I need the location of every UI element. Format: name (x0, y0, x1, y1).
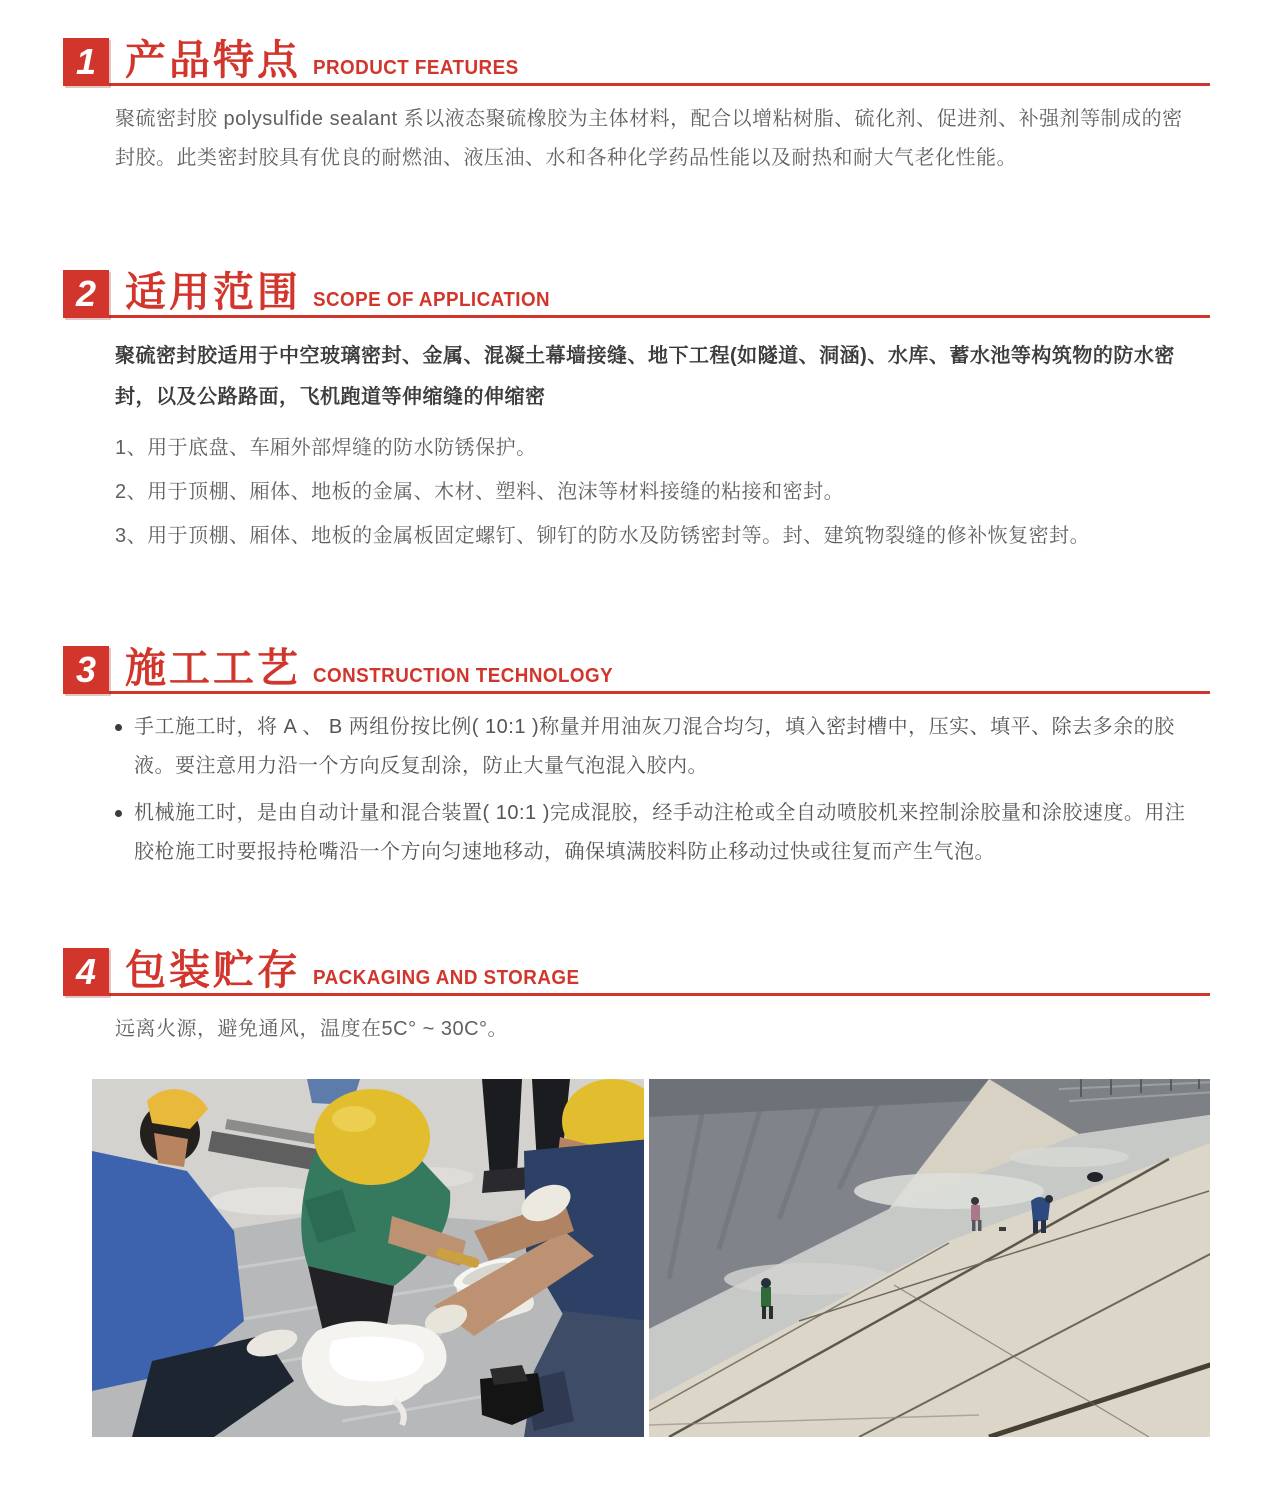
numbered-list (115, 432, 1190, 552)
section-number: 2 (75, 273, 97, 314)
section-body (115, 708, 1190, 872)
list-item: 1、用于底盘、车厢外部焊缝的防水防锈保护。 (115, 437, 537, 459)
workers-mixing-sealant-photo (92, 1079, 644, 1437)
section-title-zh: 产品特点 (125, 37, 301, 83)
section-scope-of-application (63, 270, 1210, 552)
section-body (115, 100, 1190, 178)
section-packaging-and-storage (63, 948, 1210, 1049)
list-item: 3、用于顶棚、厢体、地板的金属板固定螺钉、铆钉的防水及防锈密封等。封、建筑物裂缝的修补恢复密封。 (115, 525, 1091, 547)
paragraph: 聚硫密封胶 polysulfide sealant 系以液态聚硫橡胶为主体材料，配合以增粘树脂、硫化剂、促进剂、补强剂等制成的密封胶。此类密封胶具有优良的耐燃油、液压油、水和各种化学药品性能以及耐热和耐大气老化性能。 (115, 108, 1183, 169)
section-construction-technology (63, 646, 1210, 872)
dam-slope-joint-sealing-photo (649, 1079, 1210, 1437)
section-title-en: CONSTRUCTION TECHNOLOGY (313, 665, 614, 687)
section-title-zh: 适用范围 (125, 269, 301, 315)
section-body (115, 1010, 1190, 1049)
section-number-badge (63, 270, 109, 318)
section-number-badge (63, 646, 109, 694)
section-number-badge (63, 948, 109, 996)
lead-paragraph: 聚硫密封胶适用于中空玻璃密封、金属、混凝土幕墙接缝、地下工程(如隧道、洞涵)、水库、蓄水池等构筑物的防水密封，以及公路路面，飞机跑道等伸缩缝的伸缩密 (115, 345, 1175, 408)
bullet-dot-icon (115, 810, 122, 817)
section-header (63, 270, 1210, 318)
section-title-en: PRODUCT FEATURES (313, 57, 519, 79)
section-header (63, 646, 1210, 694)
list-item: 2、用于顶棚、厢体、地板的金属、木材、塑料、泡沫等材料接缝的粘接和密封。 (115, 481, 845, 503)
bullet-text: 手工施工时，将 A 、 B 两组份按比例( 10:1 )称量并用油灰刀混合均匀，填入密封槽中，压实、填平、除去多余的胶液。要注意用力沿一个方向反复刮涂，防止大量气泡混入胶内。 (134, 716, 1175, 777)
section-number: 1 (75, 41, 97, 82)
workers-mixing-sealant-illustration (92, 1079, 644, 1437)
section-number-badge (63, 38, 109, 86)
section-product-features (63, 38, 1210, 178)
paragraph: 远离火源，避免通风，温度在5C° ~ 30C°。 (115, 1018, 509, 1040)
section-header (63, 948, 1210, 996)
photo-row (92, 1079, 1210, 1437)
dam-slope-illustration (649, 1079, 1210, 1437)
bullet-item (115, 708, 1190, 786)
section-body (115, 336, 1190, 552)
section-title-zh: 施工工艺 (125, 645, 301, 691)
bullet-text: 机械施工时，是由自动计量和混合装置( 10:1 )完成混胶，经手动注枪或全自动喷胶机来控制涂胶量和涂胶速度。用注胶枪施工时要报持枪嘴沿一个方向匀速地移动，确保填满胶料防止移动过快或往复而产生气泡。 (134, 802, 1186, 863)
section-number: 3 (75, 649, 97, 690)
section-title-zh: 包装贮存 (125, 947, 301, 993)
bullet-dot-icon (115, 724, 122, 731)
bullet-item (115, 794, 1190, 872)
section-number: 4 (75, 951, 97, 992)
section-title-en: PACKAGING AND STORAGE (313, 967, 580, 989)
section-title-en: SCOPE OF APPLICATION (313, 289, 551, 311)
section-header (63, 38, 1210, 86)
